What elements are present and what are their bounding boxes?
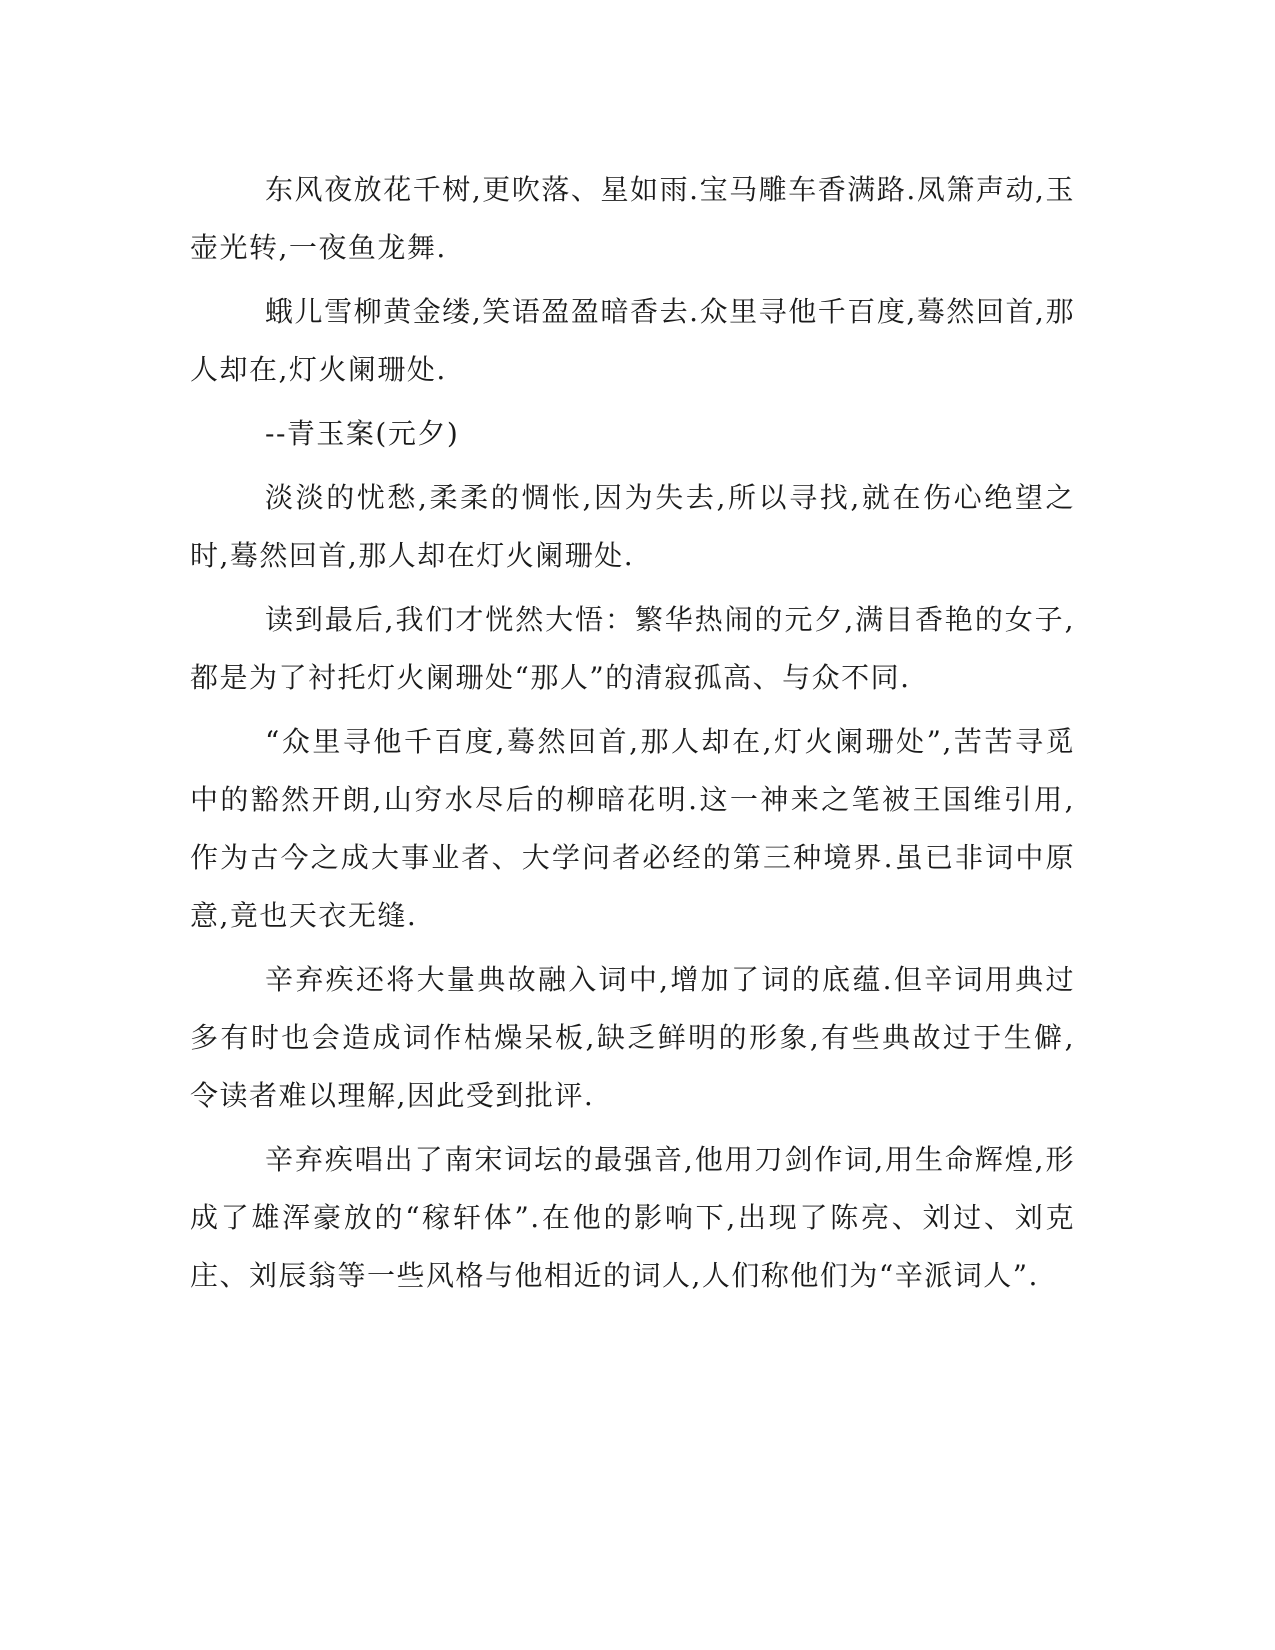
document-body — [190, 161, 1075, 1311]
paragraph-commentary-3: “众里寻他千百度,蓦然回首,那人却在,灯火阑珊处”,苦苦寻觅中的豁然开朗,山穷水尽后的柳暗花明.这一神来之笔被王国维引用,作为古今之成大事业者、大学问者必经的第三种境界.虽已非词中原意,竟也天衣无缝. — [190, 725, 1075, 932]
paragraph-poem-stanza-2: 蛾儿雪柳黄金缕,笑语盈盈暗香去.众里寻他千百度,蓦然回首,那人却在,灯火阑珊处. — [190, 295, 1075, 386]
paragraph-commentary-1: 淡淡的忧愁,柔柔的惆怅,因为失去,所以寻找,就在伤心绝望之时,蓦然回首,那人却在灯火阑珊处. — [190, 481, 1075, 572]
paragraph-commentary-5: 辛弃疾唱出了南宋词坛的最强音,他用刀剑作词,用生命辉煌,形成了雄浑豪放的“稼轩体”.在他的影响下,出现了陈亮、刘过、刘克庄、刘辰翁等一些风格与他相近的词人,人们称他们为“辛派词人”. — [190, 1143, 1075, 1292]
paragraph-poem-stanza-1: 东风夜放花千树,更吹落、星如雨.宝马雕车香满路.凤箫声动,玉壶光转,一夜鱼龙舞. — [190, 173, 1075, 264]
paragraph-commentary-4: 辛弃疾还将大量典故融入词中,增加了词的底蕴.但辛词用典过多有时也会造成词作枯燥呆板,缺乏鲜明的形象,有些典故过于生僻,令读者难以理解,因此受到批评. — [190, 963, 1075, 1112]
paragraph-commentary-2: 读到最后,我们才恍然大悟：繁华热闹的元夕,满目香艳的女子,都是为了衬托灯火阑珊处“那人”的清寂孤高、与众不同. — [190, 603, 1075, 694]
paragraph-poem-title: --青玉案(元夕) — [265, 417, 460, 450]
